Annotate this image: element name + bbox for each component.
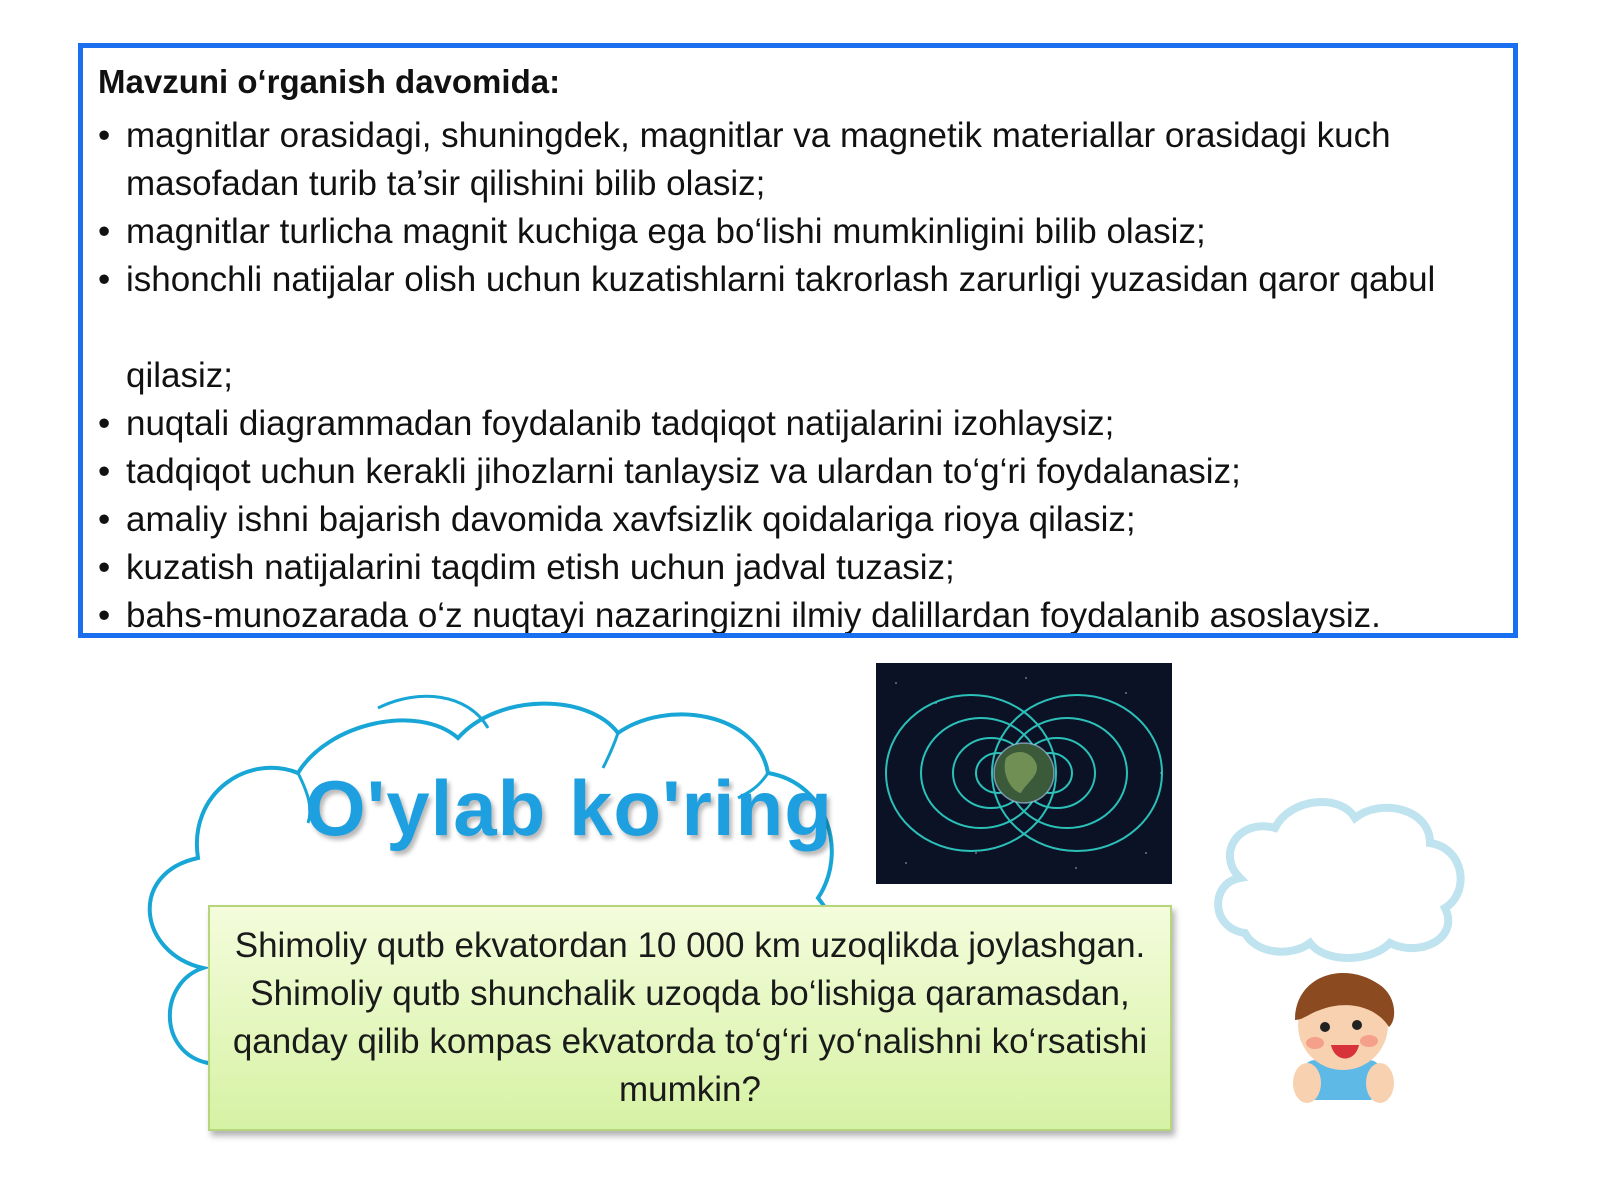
thinking-boy-icon: [1285, 965, 1405, 1115]
question-box: [208, 905, 1172, 1131]
think-title: O'ylab ko'ring: [305, 764, 833, 852]
objective-item: [98, 208, 1495, 256]
objective-text: kuzatish natijalarini taqdim etish uchun jadval tuzasiz;: [126, 548, 955, 587]
question-text: Shimoliy qutb ekvatordan 10 000 km uzoqlikda joylashgan. Shimoliy qutb shunchalik uzoqda bo‘lishiga qaramasdan, qanday qilib kompas ekvatorda to‘g‘ri yo‘nalishni ko‘rsatishi mumkin?: [232, 926, 1148, 1109]
objective-text: ishonchli natijalar olish uchun kuzatishlarni takrorlash zarurligi yuzasidan qaror qabul: [126, 260, 1436, 299]
objective-item: [98, 112, 1495, 208]
objectives-heading: Mavzuni o‘rganish davomida:: [98, 63, 561, 100]
objective-text: nuqtali diagrammadan foydalanib tadqiqot natijalarini izohlaysiz;: [126, 404, 1115, 443]
objective-item: [98, 592, 1495, 638]
objective-item: [98, 544, 1495, 592]
objective-text-continued: qilasiz;: [126, 356, 233, 395]
objectives-list: [98, 112, 1495, 638]
objective-item: [98, 256, 1495, 400]
objective-item: [98, 496, 1495, 544]
objectives-box: [78, 43, 1518, 638]
objective-item: [98, 448, 1495, 496]
objective-text: magnitlar orasidagi, shuningdek, magnitlar va magnetik materiallar orasidagi kuch: [126, 116, 1391, 155]
objective-text: bahs-munozarada o‘z nuqtayi nazaringizni ilmiy dalillardan foydalanib asoslaysiz.: [126, 596, 1381, 635]
objective-spacer: [126, 304, 1495, 352]
objective-text-continued: masofadan turib ta’sir qilishini bilib olasiz;: [126, 164, 766, 203]
objective-item: [98, 400, 1495, 448]
objective-text: magnitlar turlicha magnit kuchiga ega bo‘lishi mumkinligini bilib olasiz;: [126, 212, 1206, 251]
thought-cloud-icon: [1205, 793, 1475, 963]
earth-magnetic-field-image: [876, 663, 1172, 884]
objective-text: tadqiqot uchun kerakli jihozlarni tanlaysiz va ulardan to‘g‘ri foydalanasiz;: [126, 452, 1241, 491]
objective-text: amaliy ishni bajarish davomida xavfsizlik qoidalariga rioya qilasiz;: [126, 500, 1136, 539]
